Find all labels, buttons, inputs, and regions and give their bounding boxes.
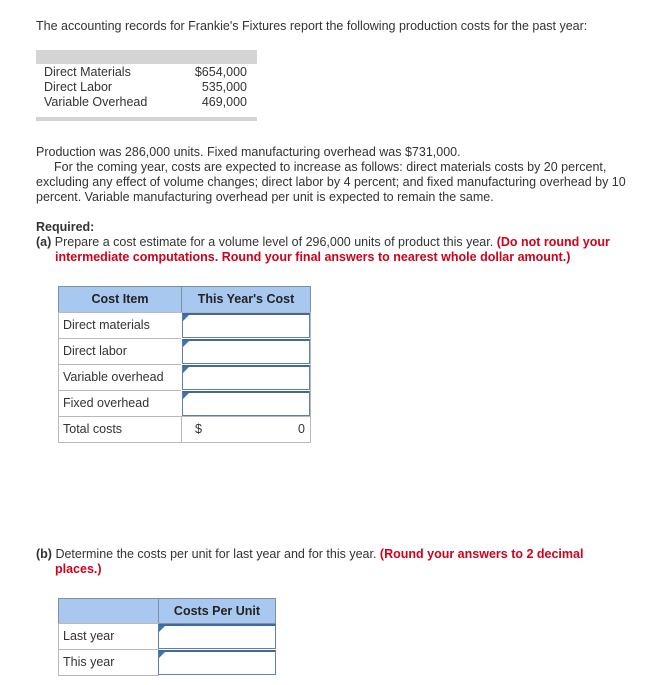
input-marker-icon (183, 315, 189, 321)
row-label: Fixed overhead (63, 396, 150, 410)
row-label-cell (58, 312, 182, 339)
part-b-instructions (36, 547, 656, 577)
part-b-prefix: (b) (36, 547, 52, 561)
last-year-unit-cost-input[interactable] (158, 624, 276, 649)
input-marker-icon (183, 341, 189, 347)
row-label: Direct labor (63, 344, 127, 358)
prior-cost-value: 535,000 (201, 80, 247, 94)
box-bottom-bar (36, 117, 257, 121)
row-label: Last year (63, 629, 115, 643)
fixed-overhead-input[interactable] (182, 391, 310, 416)
direct-materials-input[interactable] (182, 313, 310, 338)
part-b-note-1: (Round your answers to 2 decimal (379, 547, 584, 561)
total-costs-label: Total costs (63, 422, 123, 436)
input-marker-icon (159, 626, 165, 632)
increase-line-1: For the coming year, costs are expected to increase as follows: direct materials costs by 20 percent, (54, 160, 607, 174)
part-b-note-2: places.) (55, 562, 102, 576)
direct-labor-input[interactable] (182, 339, 310, 364)
part-a-note-1: (Do not round your (496, 235, 610, 249)
total-costs-cell (181, 416, 311, 443)
variable-overhead-input[interactable] (182, 365, 310, 390)
input-marker-icon (159, 652, 165, 658)
total-costs-value: 0 (298, 422, 305, 436)
problem-text (36, 145, 656, 205)
row-label-cell (58, 338, 182, 365)
row-label-cell (58, 364, 182, 391)
part-a-text: Prepare a cost estimate for a volume level of 296,000 units of product this year. (54, 235, 494, 249)
input-marker-icon (183, 367, 189, 373)
row-label-cell (58, 623, 159, 650)
production-sentence: Production was 286,000 units. Fixed manufacturing overhead was $731,000. (36, 145, 461, 159)
prior-cost-row (44, 95, 247, 110)
costs-per-unit-header: Costs Per Unit (158, 598, 276, 624)
this-year-unit-cost-input[interactable] (158, 650, 276, 675)
this-year-cost-header: This Year's Cost (181, 286, 311, 313)
cost-item-header: Cost Item (58, 286, 182, 313)
currency-symbol: $ (195, 422, 202, 436)
part-a-instructions (36, 235, 656, 265)
row-label: Direct materials (63, 318, 150, 332)
prior-cost-label: Variable Overhead (44, 95, 148, 109)
row-label: Variable overhead (63, 370, 164, 384)
prior-cost-value: 469,000 (201, 95, 247, 109)
part-a-note-2: intermediate computations. Round your final answers to nearest whole dollar amount.) (55, 250, 571, 264)
total-label-cell (58, 416, 182, 443)
prior-costs-box (36, 50, 257, 121)
increase-line-3: percent. Variable manufacturing overhead per unit is expected to remain the same. (36, 190, 494, 204)
increase-line-2: excluding any effect of volume changes; direct labor by 4 percent; and fixed manufacturing overhead by 10 (36, 175, 626, 189)
part-b-text: Determine the costs per unit for last year and for this year. (55, 547, 377, 561)
box-top-bar (36, 50, 257, 64)
row-label: This year (63, 655, 115, 669)
table-b-empty-header (58, 598, 159, 624)
prior-cost-label: Direct Materials (44, 65, 131, 79)
intro-text: The accounting records for Frankie's Fixtures report the following production costs for the past year: (36, 19, 588, 33)
prior-cost-value: $654,000 (194, 65, 247, 79)
prior-cost-row (44, 65, 247, 80)
part-a-prefix: (a) (36, 235, 52, 249)
row-label-cell (58, 390, 182, 417)
prior-cost-row (44, 80, 247, 95)
input-marker-icon (183, 393, 189, 399)
required-heading: Required: (36, 220, 95, 234)
prior-cost-label: Direct Labor (44, 80, 113, 94)
row-label-cell (58, 649, 159, 676)
